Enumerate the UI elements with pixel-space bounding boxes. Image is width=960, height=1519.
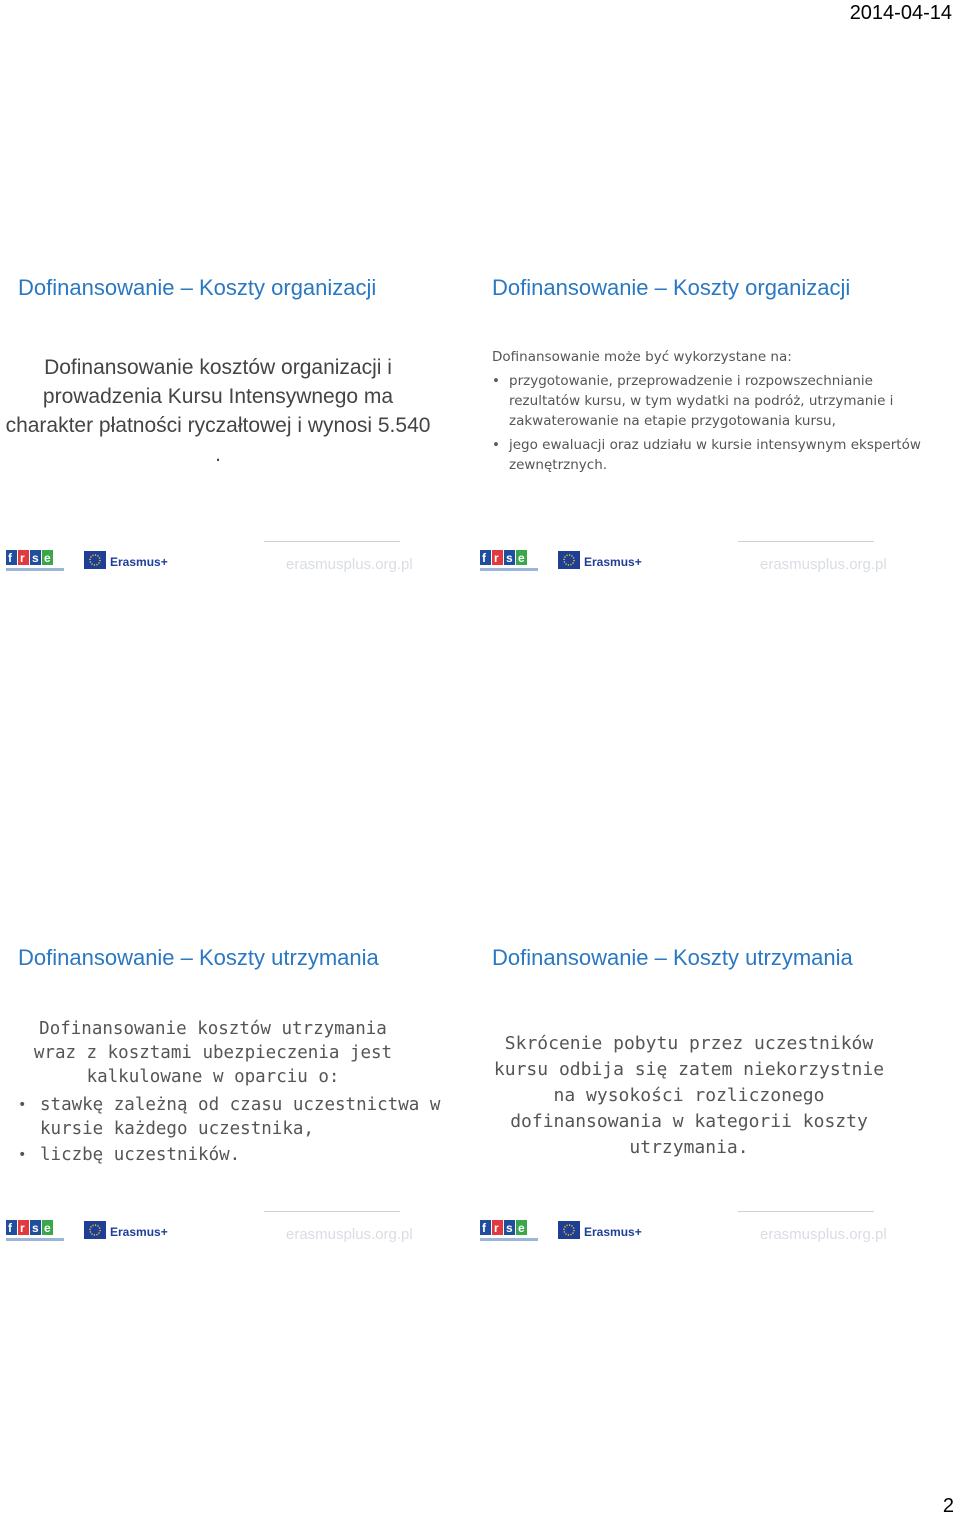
frse-logo-icon [480,549,540,573]
slide-2 [482,275,932,573]
svg-text:e: e [44,1221,51,1235]
erasmus-plus-logo-icon [84,551,168,571]
svg-text:f: f [482,551,486,565]
svg-text:r: r [20,551,25,565]
svg-text:Erasmus+: Erasmus+ [584,555,642,569]
erasmus-plus-logo-icon [558,551,642,571]
bullet-list [18,1093,458,1167]
list-item: • jego ewaluacji oraz udziału w kursie intensywnym ekspertów zewnętrznych. [492,435,932,475]
footer-divider [738,1211,874,1212]
slide-title: Dofinansowanie – Koszty organizacji [492,275,851,300]
erasmus-plus-logo-icon [558,1221,642,1241]
erasmus-plus-logo-icon [84,1221,168,1241]
footer-divider [264,541,400,542]
svg-text:Erasmus+: Erasmus+ [110,1225,168,1239]
bullet-list [492,371,932,475]
svg-text:f: f [482,1221,486,1235]
svg-text:r: r [20,1221,25,1235]
slide-text: Skrócenie pobytu przez uczestników kursu odbija się zatem niekorzystnie na wysokości rozliczonego dofinansowania w kategorii koszty utrzymania. [493,1033,885,1158]
slide-body [492,1031,932,1161]
page-date: 2014-04-14 [849,2,952,24]
frse-logo-icon [6,1219,66,1243]
svg-text:r: r [494,1221,499,1235]
svg-text:e: e [518,551,525,565]
slide-body [18,1017,458,1169]
slide-footer [6,1211,413,1251]
slide-4 [482,945,932,1243]
list-item: • liczbę uczestników. [18,1143,458,1167]
list-item: • przygotowanie, przeprowadzenie i rozpowszechnianie rezultatów kursu, w tym wydatki na podróż, utrzymanie i zakwaterowanie na etapie przygotowania kursu, [492,371,932,431]
footer-url: erasmusplus.org.pl [760,556,887,573]
svg-text:s: s [506,551,513,565]
slide-intro: Dofinansowanie kosztów utrzymania wraz z kosztami ubezpieczenia jest kalkulowane w oparciu o: [33,1019,393,1087]
slide-3 [8,945,458,1243]
frse-logo-icon [6,549,66,573]
svg-text:e: e [518,1221,525,1235]
svg-text:r: r [494,551,499,565]
slide-footer [480,1211,887,1251]
slide-title: Dofinansowanie – Koszty utrzymania [492,945,853,970]
svg-text:Erasmus+: Erasmus+ [110,555,168,569]
footer-url: erasmusplus.org.pl [760,1226,887,1243]
svg-text:Erasmus+: Erasmus+ [584,1225,642,1239]
svg-text:s: s [32,551,39,565]
svg-text:e: e [44,551,51,565]
list-item: • stawkę zależną od czasu uczestnictwa w kursie każdego uczestnika, [18,1093,458,1141]
slide-title: Dofinansowanie – Koszty organizacji [18,275,377,300]
svg-text:s: s [506,1221,513,1235]
svg-text:f: f [8,551,12,565]
slide-intro: Dofinansowanie może być wykorzystane na: [492,349,792,365]
page-number: 2 [942,1495,954,1517]
slide-body [492,347,932,479]
slide-footer [6,541,413,581]
slide-body [5,335,458,469]
slide-text: Dofinansowanie kosztów organizacji i prowadzenia Kursu Intensywnego ma charakter płatności ryczałtowej i wynosi 5.540 . [5,356,431,466]
slide-title: Dofinansowanie – Koszty utrzymania [18,945,379,970]
footer-url: erasmusplus.org.pl [286,556,413,573]
svg-text:f: f [8,1221,12,1235]
frse-logo-icon [480,1219,540,1243]
slide-1 [5,275,458,573]
footer-url: erasmusplus.org.pl [286,1226,413,1243]
slide-footer [480,541,887,581]
footer-divider [264,1211,400,1212]
footer-divider [738,541,874,542]
svg-text:s: s [32,1221,39,1235]
